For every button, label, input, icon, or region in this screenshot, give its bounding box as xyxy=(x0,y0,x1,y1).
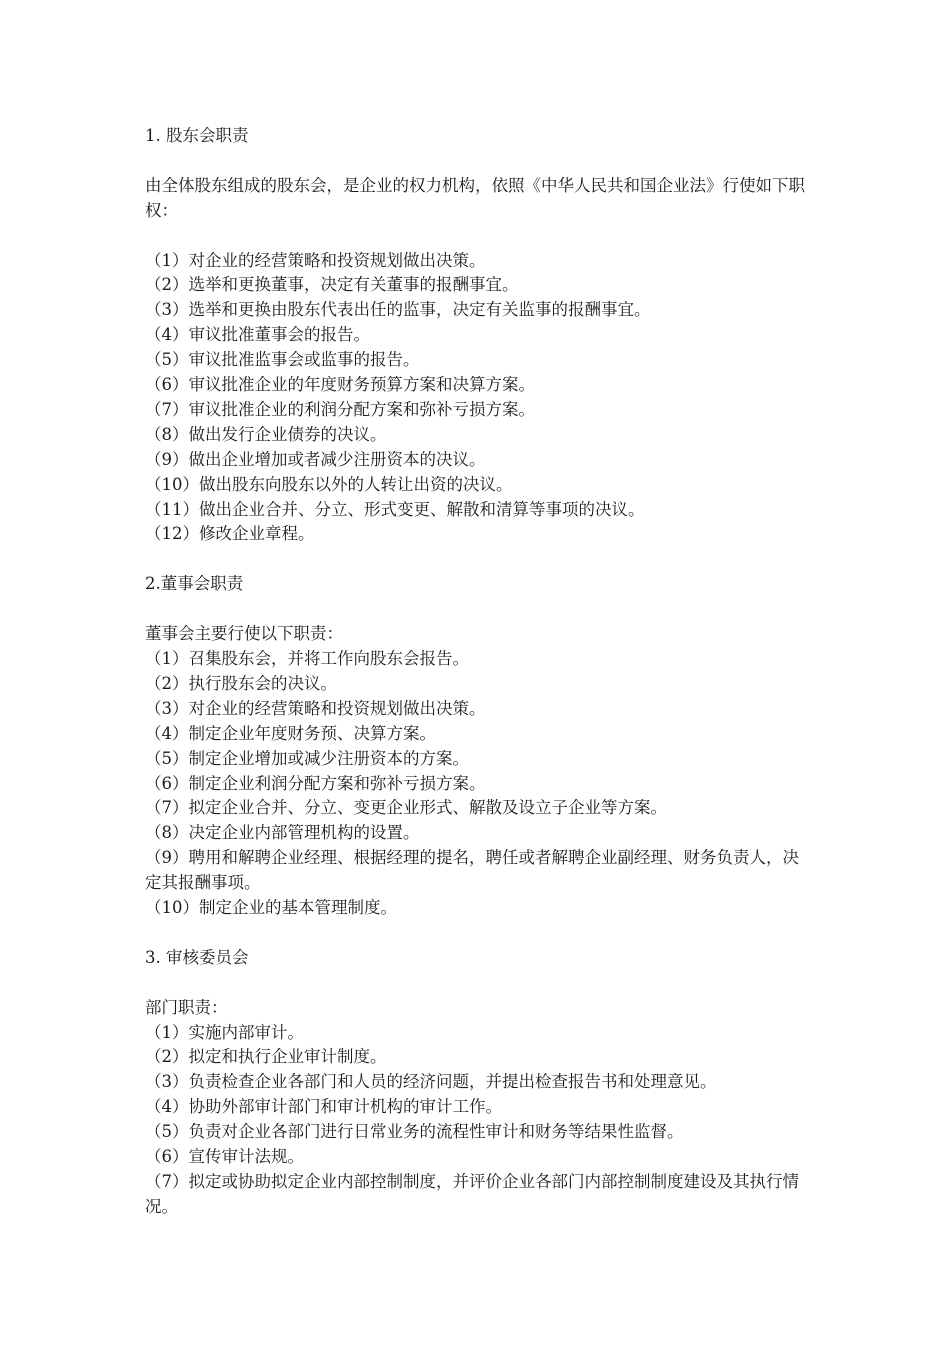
section-intro: 部门职责： xyxy=(145,997,228,1017)
list-item: （8）做出发行企业债券的决议。 xyxy=(145,424,387,444)
list-item: （9）做出企业增加或者减少注册资本的决议。 xyxy=(145,449,486,469)
list-item: （7）审议批准企业的利润分配方案和弥补亏损方案。 xyxy=(145,399,535,419)
blank-line xyxy=(145,971,810,996)
blank-line xyxy=(145,921,810,946)
list-item: （7）拟定或协助拟定企业内部控制制度，并评价企业各部门内部控制制度建设及其执行情况。 xyxy=(145,1171,799,1216)
list-item: （3）选举和更换由股东代表出任的监事，决定有关监事的报酬事宜。 xyxy=(145,300,651,320)
list-item: （12）修改企业章程。 xyxy=(145,524,315,544)
list-item: （6）宣传审计法规。 xyxy=(145,1147,304,1167)
section-intro: 董事会主要行使以下职责： xyxy=(145,624,343,644)
list-item: （4）协助外部审计部门和审计机构的审计工作。 xyxy=(145,1097,502,1117)
blank-line xyxy=(145,597,810,622)
list-item: （1）对企业的经营策略和投资规划做出决策。 xyxy=(145,250,486,270)
list-item: （6）制定企业利润分配方案和弥补亏损方案。 xyxy=(145,773,486,793)
blank-line xyxy=(145,547,810,572)
list-item: （6）审议批准企业的年度财务预算方案和决算方案。 xyxy=(145,375,535,395)
list-item: （10）做出股东向股东以外的人转让出资的决议。 xyxy=(145,474,513,494)
list-item: （8）决定企业内部管理机构的设置。 xyxy=(145,823,420,843)
section-intro: 由全体股东组成的股东会，是企业的权力机构，依照《中华人民共和国企业法》行使如下职权： xyxy=(145,175,805,220)
list-item: （4）制定企业年度财务预、决算方案。 xyxy=(145,723,436,743)
list-item: （4）审议批准董事会的报告。 xyxy=(145,325,370,345)
section-heading: 1. 股东会职责 xyxy=(145,126,249,145)
blank-line xyxy=(145,149,810,174)
list-item: （7）拟定企业合并、分立、变更企业形式、解散及设立子企业等方案。 xyxy=(145,798,667,818)
list-item: （2）拟定和执行企业审计制度。 xyxy=(145,1047,387,1067)
section-board-of-directors xyxy=(145,572,810,946)
document-page xyxy=(145,124,810,1220)
list-item: （5）制定企业增加或减少注册资本的方案。 xyxy=(145,748,469,768)
list-item: （10）制定企业的基本管理制度。 xyxy=(145,898,397,918)
list-item: （2）选举和更换董事，决定有关董事的报酬事宜。 xyxy=(145,275,519,295)
list-item: （5）审议批准监事会或监事的报告。 xyxy=(145,350,420,370)
section-heading: 3. 审核委员会 xyxy=(145,947,249,967)
list-item: （2）执行股东会的决议。 xyxy=(145,673,337,693)
list-item: （9）聘用和解聘企业经理、根据经理的提名，聘任或者解聘企业副经理、财务负责人，决定其报酬事项。 xyxy=(145,848,799,893)
list-item: （1）召集股东会，并将工作向股东会报告。 xyxy=(145,648,469,668)
list-item: （11）做出企业合并、分立、形式变更、解散和清算等事项的决议。 xyxy=(145,499,645,519)
section-audit-committee xyxy=(145,946,810,1220)
list-item: （1）实施内部审计。 xyxy=(145,1022,304,1042)
list-item: （3）负责检查企业各部门和人员的经济问题，并提出检查报告书和处理意见。 xyxy=(145,1072,717,1092)
section-heading: 2.董事会职责 xyxy=(145,574,244,594)
section-shareholders-meeting xyxy=(145,124,810,572)
list-item: （3）对企业的经营策略和投资规划做出决策。 xyxy=(145,698,486,718)
list-item: （5）负责对企业各部门进行日常业务的流程性审计和财务等结果性监督。 xyxy=(145,1122,684,1142)
blank-line xyxy=(145,224,810,249)
